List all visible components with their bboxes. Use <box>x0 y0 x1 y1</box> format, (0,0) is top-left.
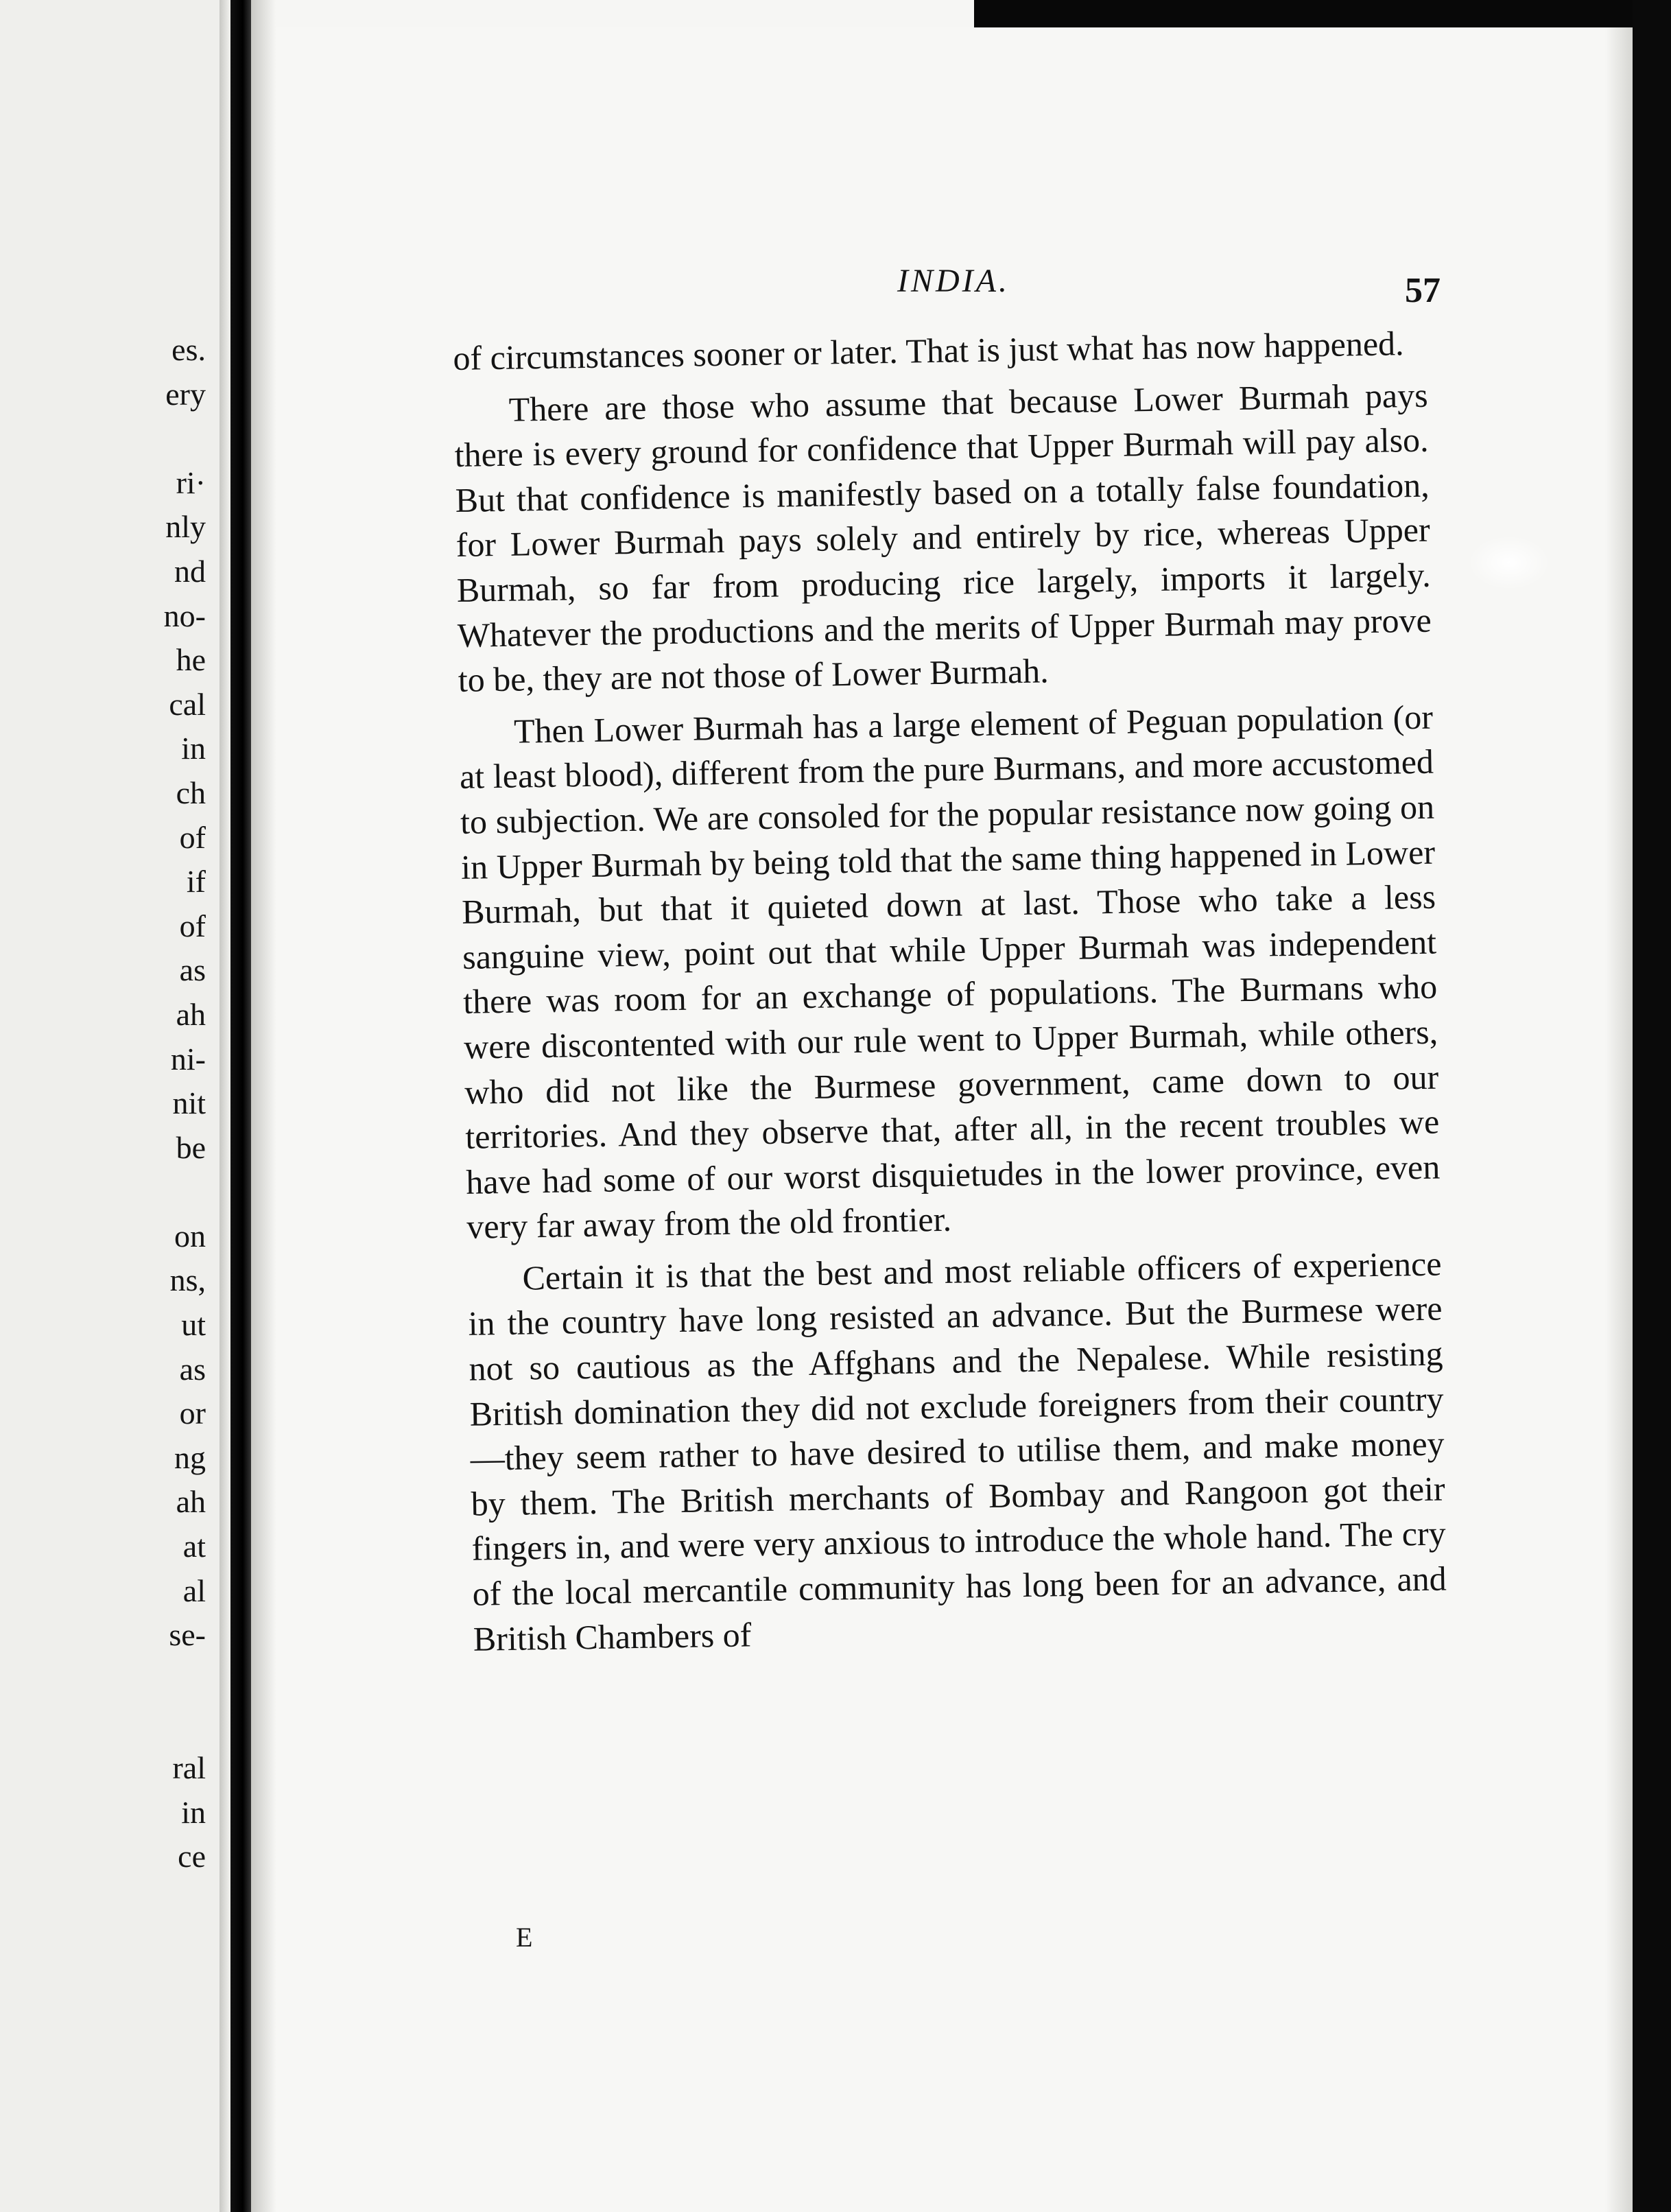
gutter-shadow <box>251 0 276 2212</box>
facing-page-fragment: ni- <box>170 1041 206 1076</box>
scan-smudge <box>1468 535 1550 590</box>
facing-page-fragment: of <box>179 819 206 855</box>
facing-page-fragment <box>0 1658 206 1702</box>
facing-page-fragment: ri· <box>176 464 206 500</box>
facing-page-fragment: ce <box>178 1839 206 1874</box>
paragraph: Then Lower Burmah has a large element of Peguan population (or at least blood), different from the pure Burmans, and more accustomed to subjection. We are consoled for the popular resistance now going on in Upper Burmah by being told that the same thing happened in Lower Burmah, but that it quieted down at last. Those who take a less sanguine view, point out that while Upper Burmah was independent there was room for an exchange of populations. The Burmans who were discontented with our rule went to Upper Burmah, while others, who did not like the Burmese government, came down to our territories. And they observe that, after all, in the recent troubles we have had some of our worst disquietudes in the lower province, even very far away from the old frontier. <box>459 697 1441 1247</box>
facing-page-fragment: ah <box>176 1484 206 1520</box>
facing-page-fragment <box>0 1702 206 1746</box>
facing-page-fragment: es. <box>171 332 206 367</box>
facing-page-fragment: at <box>182 1529 206 1564</box>
facing-page-fragment: ch <box>176 775 206 810</box>
facing-page-fragment: of <box>179 908 206 943</box>
facing-page-fragment: ral <box>172 1750 206 1785</box>
facing-page-fragment: be <box>176 1129 206 1165</box>
facing-page-fragment: ery <box>165 376 206 412</box>
facing-page-fragment <box>0 416 206 461</box>
facing-page-fragment: if <box>186 864 206 899</box>
page-edge-shadow <box>1605 27 1633 2212</box>
signature-mark: E <box>516 1922 533 1953</box>
facing-page-fragment: he <box>176 642 206 678</box>
paragraph: Certain it is that the best and most reliable officers of experience in the country have long resisted an advance. But the Burmese were not so cautious as the Affghans and the Nepalese. While resisting British domination they did not exclude foreigners from their country—they seem rather to have desired to utilise them, and make money by them. The British merchants of Bombay and Rangoon got their fingers in, and were very anxious to introduce the whole hand. The cry of the local mercantile community has long been for an advance, and British Chambers of <box>468 1244 1447 1658</box>
book-spine <box>230 0 251 2212</box>
facing-page-fragment: nit <box>172 1085 206 1121</box>
facing-page-fragment: as <box>179 1351 206 1387</box>
facing-page-fragment: ns, <box>169 1262 206 1298</box>
facing-page-fragment: nly <box>165 509 206 545</box>
facing-page-fragment: ah <box>176 996 206 1032</box>
facing-page-fragment: as <box>179 952 206 988</box>
facing-page-fragment <box>0 1170 206 1214</box>
facing-page-fragment: no- <box>163 598 206 633</box>
facing-page-fragment: in <box>181 1794 206 1830</box>
facing-page-edge <box>220 0 230 2212</box>
facing-page-fragment: ut <box>181 1307 206 1343</box>
facing-page-fragment: on <box>174 1218 206 1254</box>
page-number: 57 <box>1405 271 1441 310</box>
paragraph: There are those who assume that because Lower Burmah pays there is every ground for confidence that Upper Burmah will pay also. But that confidence is manifestly based on a totally false foundation, for Lower Burmah pays solely and entirely by rice, whereas Upper Burmah, so far from producing rice largely, imports it largely. Whatever the productions and the merits of Upper Burmah may prove to be, they are not those of Lower Burmah. <box>454 375 1432 700</box>
scan-border-top <box>974 0 1671 27</box>
scan-border-right <box>1633 0 1671 2212</box>
facing-page-fragment: nd <box>174 553 206 589</box>
page-body <box>453 321 1447 1662</box>
facing-page-fragment: al <box>182 1573 206 1608</box>
page-header <box>439 255 1441 317</box>
running-title: INDIA. <box>897 263 1010 299</box>
facing-page-text-fragments <box>0 328 206 1879</box>
facing-page-fragment: in <box>181 731 206 766</box>
facing-page-fragment: se- <box>169 1617 206 1653</box>
facing-page-fragment: ng <box>174 1439 206 1475</box>
paragraph: of circumstances sooner or later. That is just what has now happened. <box>453 324 1404 377</box>
facing-page-fragment: cal <box>169 686 206 722</box>
facing-page-left <box>0 0 226 2212</box>
facing-page-fragment: or <box>179 1396 206 1431</box>
